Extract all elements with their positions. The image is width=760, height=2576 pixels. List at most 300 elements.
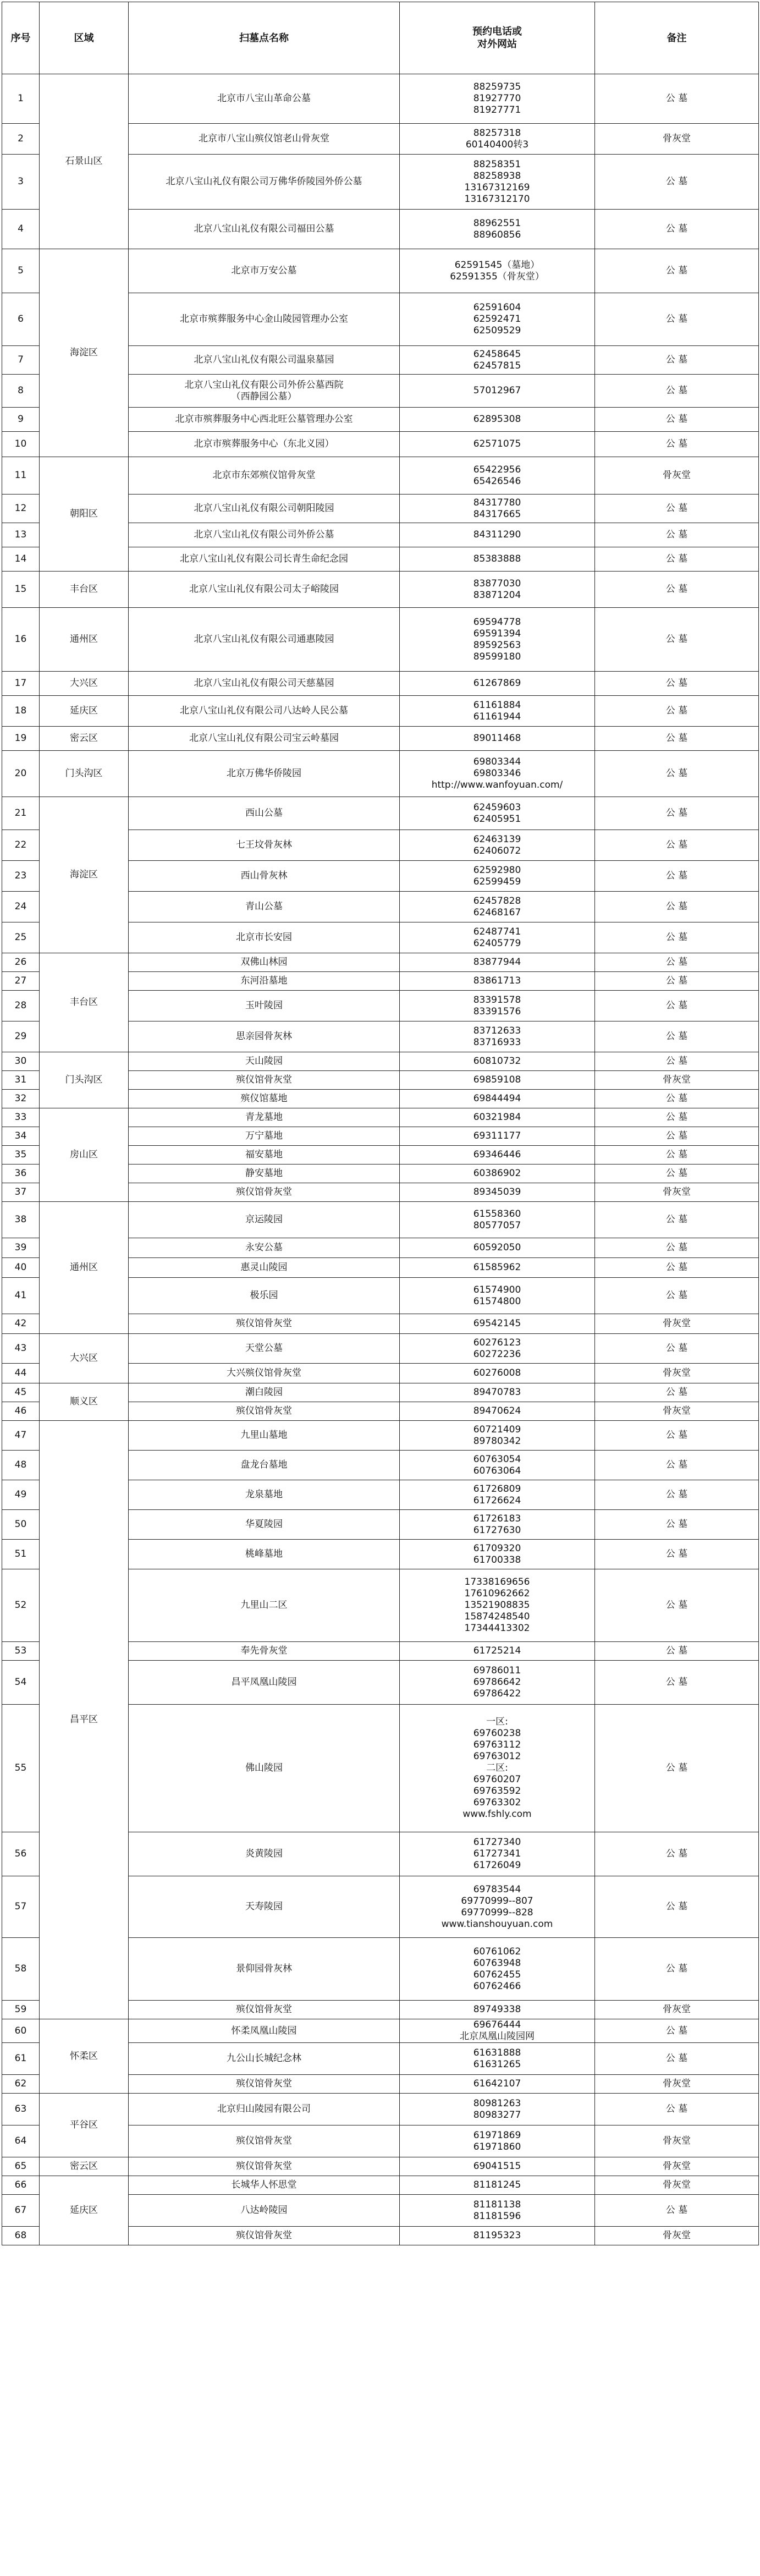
header-note: 备注: [595, 2, 759, 74]
row-name: 殡仪馆骨灰堂: [129, 2075, 400, 2094]
row-name: 北京八宝山礼仪有限公司宝云岭墓园: [129, 727, 400, 751]
row-seq: 13: [2, 523, 40, 547]
row-note: 公 墓: [595, 1202, 759, 1238]
row-contact: 88258351 88258938 13167312169 13167312170: [400, 155, 595, 210]
row-district: 大兴区: [40, 672, 129, 696]
row-note: 公 墓: [595, 572, 759, 608]
row-name: 北京八宝山礼仪有限公司太子峪陵园: [129, 572, 400, 608]
row-name: 北京市万安公墓: [129, 249, 400, 293]
row-name: 九公山长城纪念林: [129, 2043, 400, 2075]
row-seq: 54: [2, 1661, 40, 1705]
row-seq: 67: [2, 2195, 40, 2227]
row-district: 通州区: [40, 1202, 129, 1334]
row-contact: 61725214: [400, 1642, 595, 1661]
row-contact: 60276008: [400, 1364, 595, 1383]
row-contact: 60810732: [400, 1052, 595, 1071]
row-district: 大兴区: [40, 1334, 129, 1383]
table-row: [2, 1383, 759, 1402]
table-row: [2, 1108, 759, 1127]
row-seq: 18: [2, 696, 40, 727]
row-seq: 49: [2, 1480, 40, 1510]
row-contact: 69542145: [400, 1314, 595, 1334]
row-note: 公 墓: [595, 972, 759, 991]
row-name: 北京万佛华侨陵园: [129, 751, 400, 797]
row-seq: 32: [2, 1090, 40, 1108]
row-seq: 48: [2, 1451, 40, 1480]
row-seq: 66: [2, 2176, 40, 2195]
row-contact: 69844494: [400, 1090, 595, 1108]
row-contact: 61971869 61971860: [400, 2125, 595, 2157]
row-note: 公 墓: [595, 922, 759, 953]
row-district: 延庆区: [40, 2176, 129, 2245]
row-note: 公 墓: [595, 375, 759, 408]
row-note: 公 墓: [595, 1421, 759, 1451]
row-district: 丰台区: [40, 953, 129, 1052]
row-contact: 61727340 61727341 61726049: [400, 1832, 595, 1876]
row-note: 公 墓: [595, 2094, 759, 2125]
row-name: 北京八宝山礼仪有限公司温泉墓园: [129, 346, 400, 375]
table-row: [2, 1052, 759, 1071]
row-name: 桃峰墓地: [129, 1540, 400, 1569]
row-contact: 81181245: [400, 2176, 595, 2195]
table-row: [2, 2176, 759, 2195]
row-contact: 62571075: [400, 432, 595, 457]
row-name: 北京八宝山礼仪有限公司长青生命纪念园: [129, 547, 400, 572]
row-contact: 60763054 60763064: [400, 1451, 595, 1480]
row-contact: 61161884 61161944: [400, 696, 595, 727]
row-contact: 60276123 60272236: [400, 1334, 595, 1364]
row-contact: 62487741 62405779: [400, 922, 595, 953]
row-contact: 61267869: [400, 672, 595, 696]
row-name: 永安公墓: [129, 1238, 400, 1258]
row-name: 大兴殡仪馆骨灰堂: [129, 1364, 400, 1383]
row-note: 公 墓: [595, 1090, 759, 1108]
row-contact: 62463139 62406072: [400, 830, 595, 861]
row-note: 公 墓: [595, 1876, 759, 1938]
row-contact: 57012967: [400, 375, 595, 408]
table-row: [2, 1421, 759, 1451]
row-contact: 62457828 62468167: [400, 892, 595, 922]
table-row: [2, 751, 759, 797]
row-name: 佛山陵园: [129, 1705, 400, 1832]
table-row: [2, 608, 759, 672]
row-note: 公 墓: [595, 2195, 759, 2227]
row-seq: 34: [2, 1127, 40, 1146]
row-name: 八达岭陵园: [129, 2195, 400, 2227]
table-row: [2, 457, 759, 495]
row-seq: 47: [2, 1421, 40, 1451]
row-note: 公 墓: [595, 293, 759, 346]
row-note: 骨灰堂: [595, 2125, 759, 2157]
row-note: 公 墓: [595, 1052, 759, 1071]
table-row: [2, 249, 759, 293]
row-district: 朝阳区: [40, 457, 129, 572]
row-contact: 69346446: [400, 1146, 595, 1165]
row-note: 公 墓: [595, 1127, 759, 1146]
row-name: 殡仪馆墓地: [129, 1090, 400, 1108]
row-name: 福安墓地: [129, 1146, 400, 1165]
row-contact: 69594778 69591394 89592563 89599180: [400, 608, 595, 672]
row-seq: 27: [2, 972, 40, 991]
row-note: 公 墓: [595, 672, 759, 696]
row-name: 龙泉墓地: [129, 1480, 400, 1510]
row-name: 北京八宝山礼仪有限公司福田公墓: [129, 210, 400, 249]
row-note: 公 墓: [595, 1540, 759, 1569]
row-contact: 61642107: [400, 2075, 595, 2094]
row-note: 骨灰堂: [595, 124, 759, 155]
row-seq: 59: [2, 2001, 40, 2019]
row-name: 殡仪馆骨灰堂: [129, 1071, 400, 1090]
row-note: 公 墓: [595, 1705, 759, 1832]
table-row: [2, 953, 759, 972]
row-name: 天堂公墓: [129, 1334, 400, 1364]
row-note: 公 墓: [595, 2043, 759, 2075]
row-district: 顺义区: [40, 1383, 129, 1421]
row-note: 骨灰堂: [595, 2075, 759, 2094]
row-name: 北京市八宝山殡仪馆老山骨灰堂: [129, 124, 400, 155]
row-name: 北京归山陵园有限公司: [129, 2094, 400, 2125]
row-note: 公 墓: [595, 1510, 759, 1540]
row-name: 殡仪馆骨灰堂: [129, 2125, 400, 2157]
row-name: 双佛山林园: [129, 953, 400, 972]
row-contact: 83877944: [400, 953, 595, 972]
row-seq: 26: [2, 953, 40, 972]
table-row: [2, 2094, 759, 2125]
row-seq: 17: [2, 672, 40, 696]
row-name: 北京市东郊殡仪馆骨灰堂: [129, 457, 400, 495]
row-note: 骨灰堂: [595, 1071, 759, 1090]
row-seq: 6: [2, 293, 40, 346]
row-contact: 83861713: [400, 972, 595, 991]
row-contact: 61726183 61727630: [400, 1510, 595, 1540]
row-name: 景仰园骨灰林: [129, 1938, 400, 2001]
row-name: 殡仪馆骨灰堂: [129, 1183, 400, 1202]
row-contact: 88259735 81927770 81927771: [400, 74, 595, 124]
row-contact: 61631888 61631265: [400, 2043, 595, 2075]
table-row: [2, 797, 759, 830]
row-contact: 89470624: [400, 1402, 595, 1421]
row-note: 公 墓: [595, 1661, 759, 1705]
table-row: [2, 1334, 759, 1364]
row-note: 公 墓: [595, 1238, 759, 1258]
cemetery-table: [2, 2, 759, 2245]
row-seq: 31: [2, 1071, 40, 1090]
row-contact: 62592980 62599459: [400, 861, 595, 892]
row-seq: 16: [2, 608, 40, 672]
row-contact: 89345039: [400, 1183, 595, 1202]
row-seq: 8: [2, 375, 40, 408]
row-seq: 29: [2, 1021, 40, 1052]
row-seq: 3: [2, 155, 40, 210]
row-district: 怀柔区: [40, 2019, 129, 2094]
row-seq: 2: [2, 124, 40, 155]
row-seq: 36: [2, 1165, 40, 1183]
row-note: 公 墓: [595, 696, 759, 727]
row-note: 公 墓: [595, 1278, 759, 1314]
row-contact: 61574900 61574800: [400, 1278, 595, 1314]
row-seq: 37: [2, 1183, 40, 1202]
row-seq: 62: [2, 2075, 40, 2094]
row-seq: 65: [2, 2157, 40, 2176]
row-note: 公 墓: [595, 1383, 759, 1402]
row-note: 骨灰堂: [595, 1183, 759, 1202]
row-seq: 28: [2, 991, 40, 1021]
row-seq: 33: [2, 1108, 40, 1127]
row-seq: 9: [2, 408, 40, 432]
row-district: 门头沟区: [40, 751, 129, 797]
row-name: 殡仪馆骨灰堂: [129, 1402, 400, 1421]
header-contact: 预约电话或 对外网站: [400, 2, 595, 74]
row-name: 炎黄陵园: [129, 1832, 400, 1876]
row-seq: 45: [2, 1383, 40, 1402]
row-name: 昌平凤凰山陵园: [129, 1661, 400, 1705]
row-note: 骨灰堂: [595, 1314, 759, 1334]
row-note: 骨灰堂: [595, 1364, 759, 1383]
table-row: [2, 1202, 759, 1238]
row-district: 平谷区: [40, 2094, 129, 2157]
row-note: 骨灰堂: [595, 2176, 759, 2195]
row-note: 公 墓: [595, 608, 759, 672]
row-seq: 12: [2, 495, 40, 523]
row-name: 北京八宝山礼仪有限公司万佛华侨陵园外侨公墓: [129, 155, 400, 210]
row-seq: 57: [2, 1876, 40, 1938]
row-seq: 44: [2, 1364, 40, 1383]
row-note: 骨灰堂: [595, 2157, 759, 2176]
row-note: 公 墓: [595, 1642, 759, 1661]
row-name: 殡仪馆骨灰堂: [129, 1314, 400, 1334]
row-name: 九里山二区: [129, 1569, 400, 1642]
row-name: 青山公墓: [129, 892, 400, 922]
row-district: 房山区: [40, 1108, 129, 1202]
row-name: 西山骨灰林: [129, 861, 400, 892]
row-seq: 23: [2, 861, 40, 892]
row-name: 思亲园骨灰林: [129, 1021, 400, 1052]
row-seq: 51: [2, 1540, 40, 1569]
row-name: 北京八宝山礼仪有限公司八达岭人民公墓: [129, 696, 400, 727]
row-name: 极乐园: [129, 1278, 400, 1314]
row-name: 华夏陵园: [129, 1510, 400, 1540]
row-name: 北京市八宝山革命公墓: [129, 74, 400, 124]
row-seq: 22: [2, 830, 40, 861]
header-seq: 序号: [2, 2, 40, 74]
row-contact: 88962551 88960856: [400, 210, 595, 249]
row-note: 公 墓: [595, 432, 759, 457]
row-seq: 15: [2, 572, 40, 608]
row-name: 玉叶陵园: [129, 991, 400, 1021]
row-contact: 69041515: [400, 2157, 595, 2176]
row-seq: 64: [2, 2125, 40, 2157]
row-district: 海淀区: [40, 249, 129, 457]
row-name: 京运陵园: [129, 1202, 400, 1238]
row-name: 天寿陵园: [129, 1876, 400, 1938]
row-name: 北京八宝山礼仪有限公司外侨公墓: [129, 523, 400, 547]
row-contact: 69676444 北京凤凰山陵园网: [400, 2019, 595, 2043]
row-seq: 24: [2, 892, 40, 922]
row-name: 北京市长安园: [129, 922, 400, 953]
row-note: 公 墓: [595, 210, 759, 249]
row-note: 公 墓: [595, 1146, 759, 1165]
row-seq: 11: [2, 457, 40, 495]
row-seq: 43: [2, 1334, 40, 1364]
row-district: 石景山区: [40, 74, 129, 249]
row-contact: 80981263 80983277: [400, 2094, 595, 2125]
row-note: 公 墓: [595, 1165, 759, 1183]
row-seq: 1: [2, 74, 40, 124]
row-contact: 69786011 69786642 69786422: [400, 1661, 595, 1705]
row-contact: 88257318 60140400转3: [400, 124, 595, 155]
row-seq: 56: [2, 1832, 40, 1876]
row-note: 公 墓: [595, 892, 759, 922]
row-seq: 61: [2, 2043, 40, 2075]
row-seq: 25: [2, 922, 40, 953]
row-seq: 5: [2, 249, 40, 293]
row-name: 怀柔凤凰山陵园: [129, 2019, 400, 2043]
row-seq: 53: [2, 1642, 40, 1661]
row-name: 七王坟骨灰林: [129, 830, 400, 861]
row-contact: 83877030 83871204: [400, 572, 595, 608]
table-row: [2, 2157, 759, 2176]
row-contact: 81195323: [400, 2227, 595, 2245]
row-name: 青龙墓地: [129, 1108, 400, 1127]
row-contact: 62459603 62405951: [400, 797, 595, 830]
row-name: 殡仪馆骨灰堂: [129, 2227, 400, 2245]
row-note: 公 墓: [595, 751, 759, 797]
row-note: 公 墓: [595, 1832, 759, 1876]
row-note: 骨灰堂: [595, 457, 759, 495]
row-note: 公 墓: [595, 408, 759, 432]
row-note: 骨灰堂: [595, 1402, 759, 1421]
row-note: 公 墓: [595, 861, 759, 892]
row-name: 北京八宝山礼仪有限公司天慈墓园: [129, 672, 400, 696]
row-contact: 60386902: [400, 1165, 595, 1183]
row-name: 北京八宝山礼仪有限公司外侨公墓西院 （西静园公墓）: [129, 375, 400, 408]
row-note: 公 墓: [595, 953, 759, 972]
row-note: 公 墓: [595, 523, 759, 547]
row-seq: 41: [2, 1278, 40, 1314]
row-seq: 40: [2, 1258, 40, 1278]
row-district: 密云区: [40, 2157, 129, 2176]
row-contact: 83712633 83716933: [400, 1021, 595, 1052]
row-name: 盘龙台墓地: [129, 1451, 400, 1480]
row-note: 公 墓: [595, 1569, 759, 1642]
row-name: 西山公墓: [129, 797, 400, 830]
row-seq: 39: [2, 1238, 40, 1258]
row-contact: 62591604 62592471 62509529: [400, 293, 595, 346]
row-note: 公 墓: [595, 155, 759, 210]
row-contact: 89470783: [400, 1383, 595, 1402]
row-name: 北京八宝山礼仪有限公司通惠陵园: [129, 608, 400, 672]
row-contact: 83391578 83391576: [400, 991, 595, 1021]
row-seq: 68: [2, 2227, 40, 2245]
row-note: 公 墓: [595, 1108, 759, 1127]
row-note: 公 墓: [595, 249, 759, 293]
row-note: 公 墓: [595, 2019, 759, 2043]
row-name: 北京市殡葬服务中心西北旺公墓管理办公室: [129, 408, 400, 432]
row-seq: 14: [2, 547, 40, 572]
row-note: 公 墓: [595, 1938, 759, 2001]
row-contact: 62895308: [400, 408, 595, 432]
row-name: 静安墓地: [129, 1165, 400, 1183]
table-row: [2, 696, 759, 727]
row-district: 密云区: [40, 727, 129, 751]
row-name: 惠灵山陵园: [129, 1258, 400, 1278]
row-note: 公 墓: [595, 1021, 759, 1052]
row-seq: 19: [2, 727, 40, 751]
row-name: 九里山墓地: [129, 1421, 400, 1451]
row-district: 昌平区: [40, 1421, 129, 2019]
row-seq: 30: [2, 1052, 40, 1071]
row-seq: 50: [2, 1510, 40, 1540]
row-note: 公 墓: [595, 1258, 759, 1278]
header-district: 区域: [40, 2, 129, 74]
row-note: 公 墓: [595, 346, 759, 375]
row-contact: 61726809 61726624: [400, 1480, 595, 1510]
header-row: [2, 2, 759, 74]
row-seq: 55: [2, 1705, 40, 1832]
row-contact: 84311290: [400, 523, 595, 547]
row-note: 公 墓: [595, 1334, 759, 1364]
row-district: 海淀区: [40, 797, 129, 953]
row-name: 殡仪馆骨灰堂: [129, 2001, 400, 2019]
row-seq: 38: [2, 1202, 40, 1238]
row-name: 潮白陵园: [129, 1383, 400, 1402]
row-contact: 69859108: [400, 1071, 595, 1090]
row-name: 长城华人怀思堂: [129, 2176, 400, 2195]
row-contact: 62591545（墓地） 62591355（骨灰堂）: [400, 249, 595, 293]
row-contact: 61558360 80577057: [400, 1202, 595, 1238]
row-contact: 60321984: [400, 1108, 595, 1127]
row-district: 丰台区: [40, 572, 129, 608]
row-seq: 63: [2, 2094, 40, 2125]
table-row: [2, 572, 759, 608]
row-contact: 84317780 84317665: [400, 495, 595, 523]
row-contact: 62458645 62457815: [400, 346, 595, 375]
row-contact: 85383888: [400, 547, 595, 572]
row-seq: 35: [2, 1146, 40, 1165]
row-contact: 65422956 65426546: [400, 457, 595, 495]
row-name: 北京市殡葬服务中心（东北义园）: [129, 432, 400, 457]
table-body: [2, 74, 759, 2245]
row-note: 公 墓: [595, 991, 759, 1021]
row-district: 延庆区: [40, 696, 129, 727]
row-contact: 89011468: [400, 727, 595, 751]
row-name: 天山陵园: [129, 1052, 400, 1071]
row-name: 殡仪馆骨灰堂: [129, 2157, 400, 2176]
table-row: [2, 74, 759, 124]
row-seq: 46: [2, 1402, 40, 1421]
row-contact: 一区: 69760238 69763112 69763012 二区: 69760207 69763592 69763302 www.fshly.com: [400, 1705, 595, 1832]
row-district: 通州区: [40, 608, 129, 672]
row-note: 骨灰堂: [595, 2001, 759, 2019]
row-contact: 69311177: [400, 1127, 595, 1146]
row-name: 北京八宝山礼仪有限公司朝阳陵园: [129, 495, 400, 523]
row-contact: 60721409 89780342: [400, 1421, 595, 1451]
row-contact: 69803344 69803346 http://www.wanfoyuan.com/: [400, 751, 595, 797]
table-row: [2, 727, 759, 751]
row-contact: 60592050: [400, 1238, 595, 1258]
row-seq: 42: [2, 1314, 40, 1334]
row-contact: 60761062 60763948 60762455 60762466: [400, 1938, 595, 2001]
row-note: 公 墓: [595, 1480, 759, 1510]
row-seq: 21: [2, 797, 40, 830]
row-seq: 4: [2, 210, 40, 249]
row-note: 公 墓: [595, 797, 759, 830]
row-name: 奉先骨灰堂: [129, 1642, 400, 1661]
row-contact: 17338169656 17610962662 13521908835 15874248540 17344413302: [400, 1569, 595, 1642]
row-district: 门头沟区: [40, 1052, 129, 1108]
row-seq: 58: [2, 1938, 40, 2001]
row-note: 公 墓: [595, 495, 759, 523]
